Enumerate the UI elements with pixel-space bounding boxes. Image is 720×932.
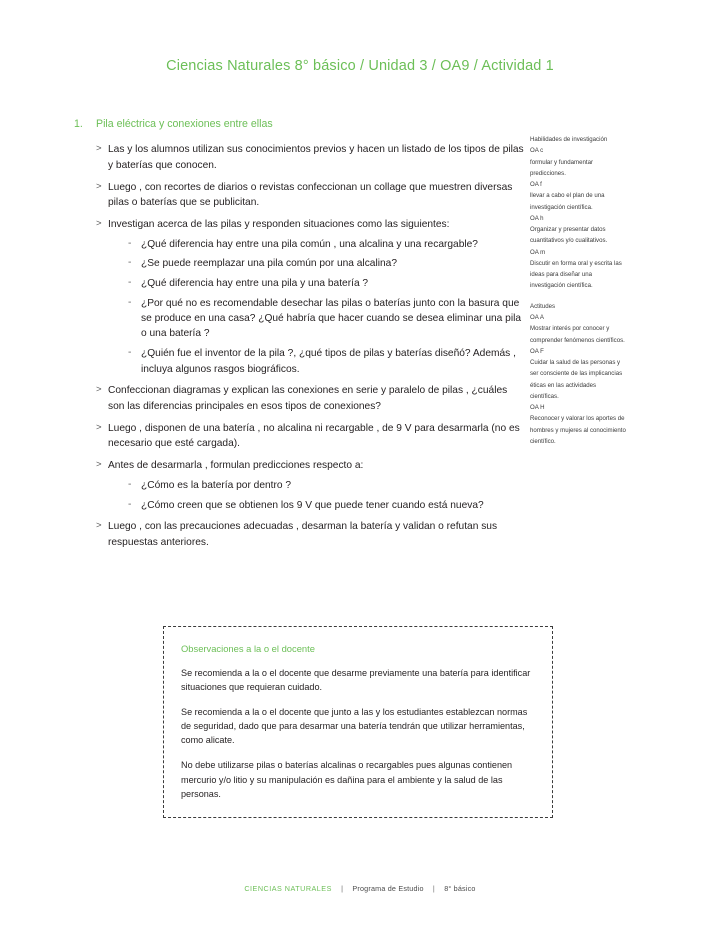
standard-description: Discutir en forma oral y escrita las ideas para diseñar una investigación científica.	[530, 259, 622, 290]
footer-separator-1: |	[341, 884, 344, 893]
activity-question-list	[108, 237, 526, 377]
observation-paragraph: Se recomienda a la o el docente que desarme previamente una batería para identificar situaciones que requieran cuidado.	[181, 668, 531, 693]
activity-step	[96, 421, 526, 452]
activity-question-text: ¿Cómo es la batería por dentro ?	[141, 479, 292, 491]
page-title: Ciencias Naturales 8° básico / Unidad 3 / OA9 / Actividad 1	[166, 58, 554, 74]
standards-group	[530, 301, 626, 447]
footer-brand: CIENCIAS NATURALES	[244, 884, 332, 893]
activity-heading	[74, 118, 526, 130]
standard-description: Mostrar interés por conocer y comprender fenómenos científicos.	[530, 325, 625, 344]
activity-step	[96, 217, 526, 377]
standard-description: Reconocer y valorar los aportes de hombres y mujeres al conocimiento científico.	[530, 415, 626, 445]
activity-question	[128, 346, 526, 377]
standards-margin-column	[530, 134, 626, 447]
observation-paragraph: No debe utilizarse pilas o baterías alcalinas o recargables pues algunas contienen mercurio y/o litio y su manipulación es dañina para el ambiente y la salud de las personas.	[181, 760, 513, 799]
standards-group	[530, 134, 626, 292]
dash-bullet-icon: -	[128, 498, 132, 510]
standard-code: OA c	[530, 147, 544, 155]
standard-code: OA m	[530, 248, 546, 256]
chevron-bullet-icon: >	[96, 459, 102, 471]
dash-bullet-icon: -	[128, 478, 132, 490]
activity-question	[128, 237, 526, 252]
activity-step-text: Antes de desarmarla , formulan predicciones respecto a:	[108, 460, 364, 472]
standard-description: Organizar y presentar datos cuantitativos y/o cualitativos.	[530, 226, 608, 245]
standard-description: Cuidar la salud de las personas y ser consciente de las implicancias éticas en las actividades científicas.	[530, 359, 623, 400]
activity-step-text: Investigan acerca de las pilas y responden situaciones como las siguientes:	[108, 219, 450, 230]
standard-code: OA h	[530, 214, 544, 222]
dash-bullet-icon: -	[128, 237, 132, 249]
activity-question	[128, 296, 526, 342]
dash-bullet-icon: -	[128, 277, 132, 289]
activity-step	[96, 458, 526, 513]
chevron-bullet-icon: >	[96, 218, 102, 229]
standard-code: OA F	[530, 347, 544, 355]
activity-step-text: Las y los alumnos utilizan sus conocimientos previos y hacen un listado de los tipos de pilas y baterías que conocen.	[108, 144, 524, 171]
activity-step	[96, 180, 526, 211]
activity-title: Pila eléctrica y conexiones entre ellas	[96, 118, 273, 130]
activity-question-text: ¿Qué diferencia hay entre una pila común , una alcalina y una recargable?	[141, 238, 478, 250]
activity-step	[96, 383, 526, 414]
footer-separator-2: |	[432, 884, 435, 893]
standard-code: OA f	[530, 181, 542, 189]
chevron-bullet-icon: >	[96, 421, 102, 433]
standard-code: OA H	[530, 404, 545, 412]
activity-step-list	[74, 142, 526, 550]
teacher-observations-box	[163, 626, 553, 818]
activity-content	[74, 118, 526, 557]
footer-level: 8° básico	[444, 884, 476, 893]
activity-question-text: ¿Se puede reemplazar una pila común por una alcalina?	[141, 258, 397, 270]
activity-step	[96, 142, 526, 173]
chevron-bullet-icon: >	[96, 143, 102, 154]
activity-question	[128, 276, 526, 291]
activity-question-text: ¿Quién fue el inventor de la pila ?, ¿qué tipos de pilas y baterías diseñó? Además , incluya algunos rasgos biográficos.	[141, 348, 516, 375]
activity-step-text: Confeccionan diagramas y explican las conexiones en serie y paralelo de pilas , ¿cuáles son las diferencias principales en esos tipos de conexiones?	[108, 385, 508, 412]
activity-question	[128, 498, 526, 513]
activity-step	[96, 519, 526, 550]
standard-description: formular y fundamentar predicciones.	[530, 158, 593, 177]
activity-step-text: Luego , con las precauciones adecuadas , desarman la batería y validan o refutan sus respuestas anteriores.	[108, 521, 498, 548]
activity-question-list	[108, 478, 526, 513]
chevron-bullet-icon: >	[96, 384, 102, 396]
activity-question-text: ¿Cómo creen que se obtienen los 9 V que puede tener cuando está nueva?	[141, 499, 484, 511]
dash-bullet-icon: -	[128, 347, 132, 359]
standards-group-title: Actitudes	[530, 302, 556, 310]
activity-step-text: Luego , disponen de una batería , no alcalina ni recargable , de 9 V para desarmarla (no es necesario que esté cargada).	[108, 422, 520, 450]
page-footer	[0, 884, 720, 893]
activity-question	[128, 256, 526, 271]
standard-description: llevar a cabo el plan de una investigación científica.	[530, 192, 605, 211]
dash-bullet-icon: -	[128, 296, 132, 308]
observation-paragraph: Se recomienda a la o el docente que junto a las y los estudiantes establezcan normas de seguridad, dado que para desarmar una batería tendrán que utilizar herramientas, como alicate.	[181, 707, 528, 746]
activity-question-text: ¿Por qué no es recomendable desechar las pilas o baterías junto con la basura que se produce en una casa? ¿Qué habría que hacer cuando se desea eliminar una pila o una batería ?	[141, 297, 522, 340]
chevron-bullet-icon: >	[96, 520, 102, 532]
observations-title: Observaciones a la o el docente	[181, 643, 315, 654]
standards-group-title: Habilidades de investigación	[530, 136, 608, 143]
observations-body	[181, 666, 534, 801]
activity-question	[128, 478, 526, 493]
activity-step-text: Luego , con recortes de diarios o revistas confeccionan un collage que muestren diversas pilas o baterías que se publicitan.	[108, 181, 513, 208]
chevron-bullet-icon: >	[96, 180, 102, 192]
activity-number: 1.	[74, 118, 83, 130]
footer-program: Programa de Estudio	[352, 884, 424, 893]
standards-group-spacer	[530, 292, 626, 301]
activity-question-text: ¿Qué diferencia hay entre una pila y una batería ?	[141, 278, 369, 290]
dash-bullet-icon: -	[128, 257, 132, 269]
standard-code: OA A	[530, 313, 544, 321]
